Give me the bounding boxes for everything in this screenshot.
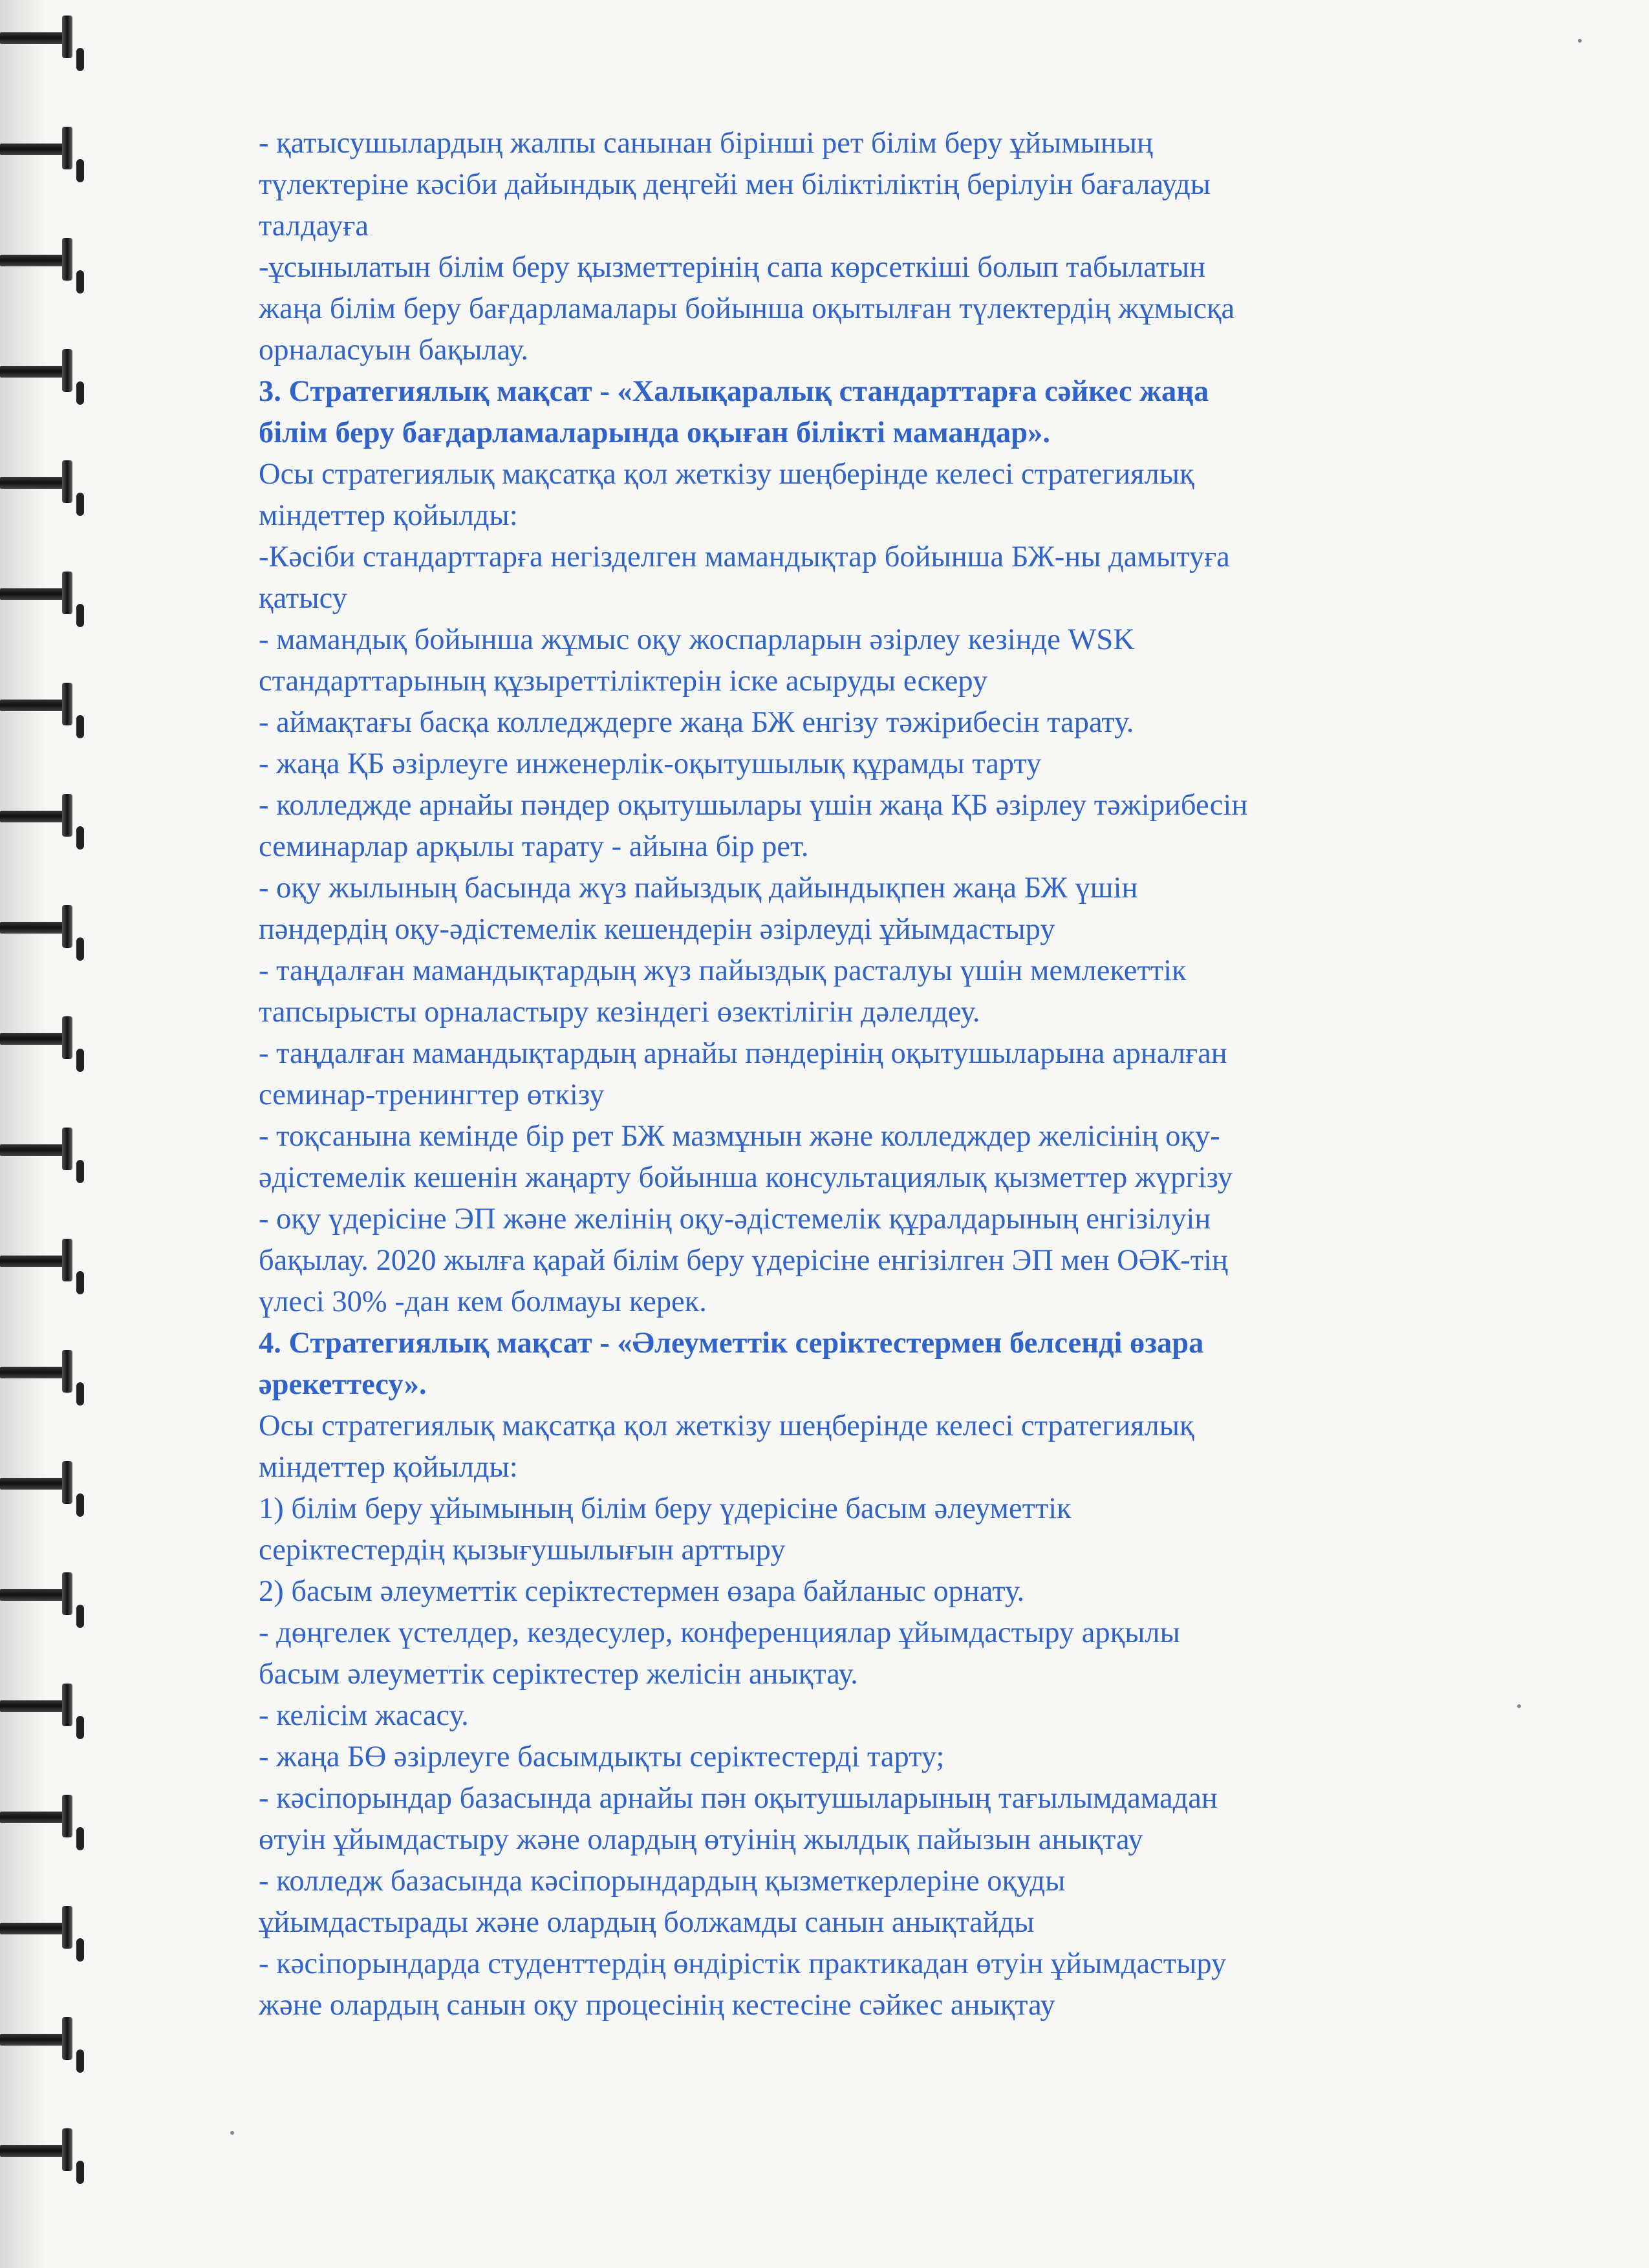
text-line: 2) басым әлеуметтік серіктестермен өзара байланыс орнату. [259, 1575, 1025, 1608]
text-line: пәндердің оқу-әдістемелік кешендерін әзірлеуді ұйымдастыру [259, 913, 1055, 946]
section-heading-line: білім беру бағдарламаларында оқыған білікті мамандар». [259, 416, 1051, 449]
text-line: - таңдалған мамандықтардың жүз пайыздық расталуы үшін мемлекеттік [259, 954, 1187, 987]
text-line: - дөңгелек үстелдер, кездесулер, конференциялар ұйымдастыру арқылы [259, 1616, 1180, 1649]
binding-ring [0, 1897, 97, 1968]
binding-ring [0, 1230, 97, 1301]
text-line: -Кәсіби стандарттарға негізделген мамандықтар бойынша БЖ-ны дамытуға [259, 540, 1230, 573]
text-line: - таңдалған мамандықтардың арнайы пәндерінің оқытушыларына арналған [259, 1037, 1227, 1070]
text-line: - колледжде арнайы пәндер оқытушылары үшін жаңа ҚБ әзірлеу тәжірибесін [259, 789, 1248, 822]
text-line: әдістемелік кешенін жаңарту бойынша консультациялық қызметтер жүргізу [259, 1161, 1233, 1194]
text-line: - оқу жылының басында жүз пайыздық дайындықпен жаңа БЖ үшін [259, 872, 1138, 904]
binding-ring [0, 1674, 97, 1746]
text-line: Осы стратегиялық мақсатқа қол жеткізу шеңберінде келесі стратегиялық [259, 458, 1194, 491]
text-line: 1) білім беру ұйымының білім беру үдерісіне басым әлеуметтік [259, 1492, 1072, 1525]
binding-ring [0, 1786, 97, 1857]
text-line: міндеттер қойылды: [259, 499, 518, 532]
binding-ring [0, 674, 97, 745]
text-line: қатысу [259, 582, 347, 615]
binding-ring [0, 1118, 97, 1190]
text-line: ұйымдастырады және олардың болжамды санын анықтайды [259, 1906, 1035, 1939]
section-heading-line: 4. Стратегиялық мақсат - «Әлеуметтік серіктестермен белсенді өзара [259, 1327, 1204, 1360]
binding-ring [0, 785, 97, 856]
scan-speck [1517, 1704, 1521, 1708]
binding-ring [0, 1007, 97, 1078]
binding-ring [0, 1563, 97, 1634]
text-line: семинар-тренингтер өткізу [259, 1078, 605, 1111]
text-line: стандарттарының құзыреттіліктерін іске асыруды ескеру [259, 665, 988, 698]
text-line: - жаңа БӨ әзірлеуге басымдықты серіктестерді тарту; [259, 1740, 945, 1773]
binding-ring [0, 340, 97, 411]
text-line: жаңа білім беру бағдарламалары бойынша оқытылған түлектердің жұмысқа [259, 292, 1235, 325]
text-line: үлесі 30% -дан кем болмауы керек. [259, 1285, 707, 1318]
spiral-binding [0, 0, 97, 2268]
scan-speck [230, 2131, 234, 2135]
text-line: -ұсынылатын білім беру қызметтерінің сапа көрсеткіші болып табылатын [259, 251, 1206, 284]
binding-ring [0, 562, 97, 634]
binding-ring [0, 1341, 97, 1412]
text-line: - кәсіпорындар базасында арнайы пән оқытушыларының тағылымдамадан [259, 1782, 1218, 1815]
text-line: - келісім жасасу. [259, 1699, 469, 1732]
text-line: түлектеріне кәсіби дайындық деңгейі мен біліктіліктің берілуін бағалауды [259, 168, 1211, 201]
binding-ring [0, 2008, 97, 2079]
text-line: - мамандық бойынша жұмыс оқу жоспарларын әзірлеу кезінде WSK [259, 623, 1135, 656]
text-line: серіктестердің қызығушылығын арттыру [259, 1534, 786, 1567]
text-line: және олардың санын оқу процесінің кестесіне сәйкес анықтау [259, 1989, 1055, 2022]
text-line: - қатысушылардың жалпы санынан бірінші рет білім беру ұйымының [259, 127, 1153, 160]
text-line: міндеттер қойылды: [259, 1451, 518, 1484]
scan-speck [1578, 39, 1582, 43]
binding-ring [0, 451, 97, 522]
text-line: - кәсіпорындарда студенттердің өндірістік практикадан өтуін ұйымдастыру [259, 1947, 1227, 1980]
binding-ring [0, 896, 97, 967]
binding-ring [0, 6, 97, 78]
text-line: тапсырысты орналастыру кезіндегі өзектілігін дәлелдеу. [259, 996, 980, 1029]
text-line: - жаңа ҚБ әзірлеуге инженерлік-оқытушылық құрамды тарту [259, 747, 1042, 780]
text-line: Осы стратегиялық мақсатқа қол жеткізу шеңберінде келесі стратегиялық [259, 1409, 1194, 1442]
binding-ring [0, 229, 97, 300]
binding-ring [0, 1452, 97, 1523]
text-line: талдауға [259, 209, 369, 242]
document-body [259, 123, 1552, 2026]
section-heading-line: әрекеттесу». [259, 1368, 427, 1401]
binding-ring [0, 2119, 97, 2190]
text-line: орналасуын бақылау. [259, 334, 529, 367]
text-line: басым әлеуметтік серіктестер желісін анықтау. [259, 1658, 858, 1691]
section-heading-line: 3. Стратегиялық мақсат - «Халықаралық стандарттарға сәйкес жаңа [259, 375, 1209, 408]
text-line: семинарлар арқылы тарату - айына бір рет. [259, 830, 809, 863]
text-line: өтуін ұйымдастыру және олардың өтуінің жылдық пайызын анықтау [259, 1823, 1143, 1856]
text-line: - тоқсанына кемінде бір рет БЖ мазмұнын және колледждер желісінің оқу- [259, 1120, 1220, 1153]
text-line: - аймақтағы басқа колледждерге жаңа БЖ енгізу тәжірибесін тарату. [259, 706, 1134, 739]
text-line: - оқу үдерісіне ЭП және желінің оқу-әдістемелік құралдарының енгізілуін [259, 1203, 1211, 1236]
binding-ring [0, 118, 97, 189]
text-line: - колледж базасында кәсіпорындардың қызметкерлеріне оқуды [259, 1865, 1066, 1898]
text-line: бақылау. 2020 жылға қарай білім беру үдерісіне енгізілген ЭП мен ОӘК-тің [259, 1244, 1228, 1277]
